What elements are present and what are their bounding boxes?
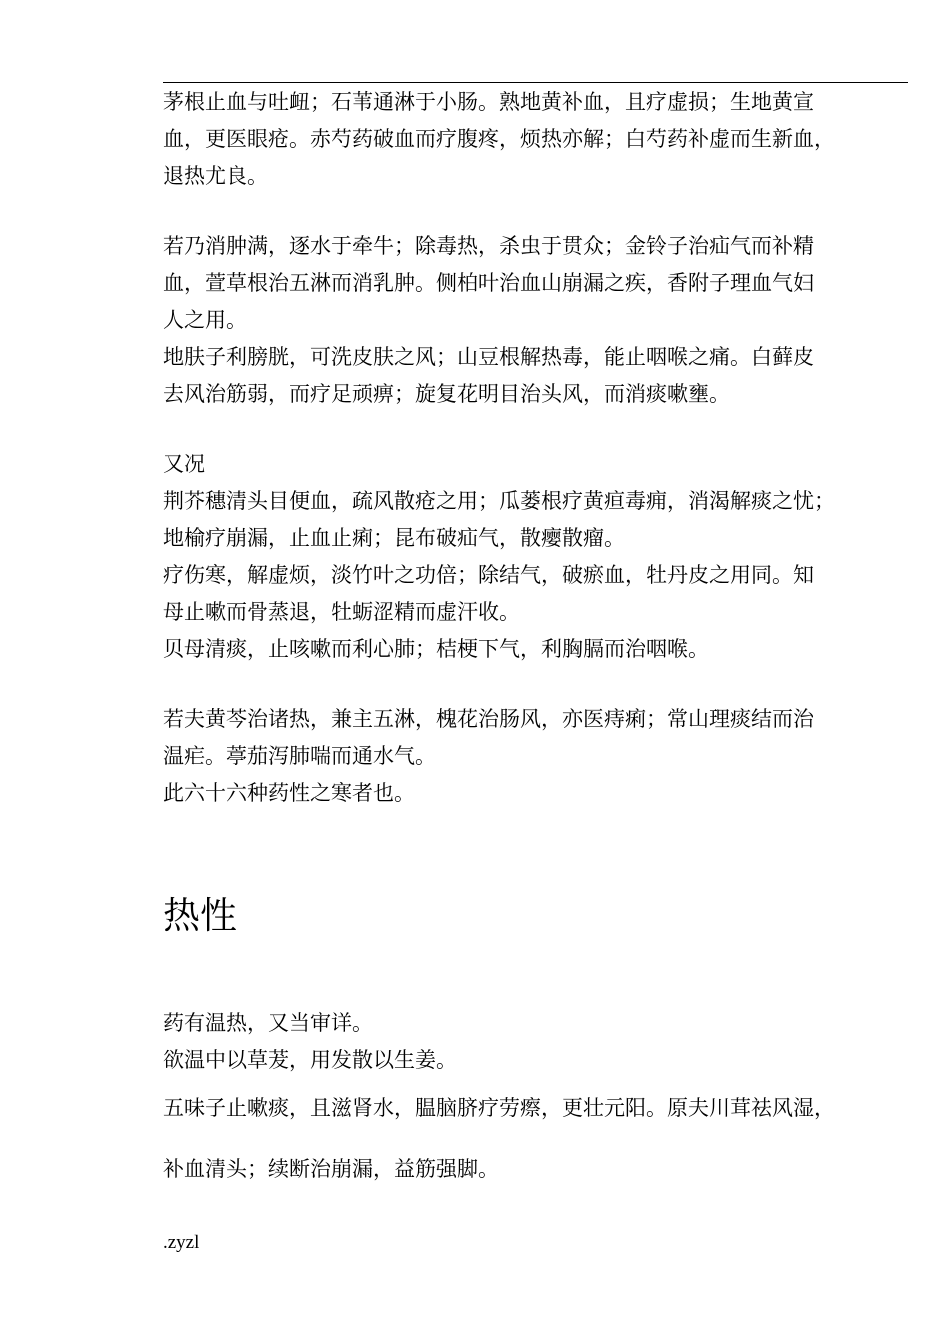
text-line: 此六十六种药性之寒者也。 (163, 781, 415, 805)
text-line: 贝母清痰，止咳嗽而利心肺；桔梗下气，利胸膈而治咽喉。 (163, 637, 709, 661)
text-line: 地肤子利膀胱，可洗皮肤之风；山豆根解热毒，能止咽喉之痛。白藓皮 (163, 345, 814, 369)
text-line: 人之用。 (163, 308, 247, 332)
text-line: 母止嗽而骨蒸退，牡蛎涩精而虚汗收。 (163, 600, 520, 624)
text-line: 血，更医眼疮。赤芍药破血而疗腹疼，烦热亦解；白芍药补虚而生新血， (163, 127, 835, 151)
text-line: 温疟。葶茄泻肺喘而通水气。 (163, 744, 436, 768)
text-line: 欲温中以草茇，用发散以生姜。 (163, 1048, 457, 1072)
text-line: 地榆疗崩漏，止血止痢；昆布破疝气，散瘿散瘤。 (163, 526, 625, 550)
footer-text: .zyzl (163, 1232, 200, 1253)
text-line: 茅根止血与吐衄；石苇通淋于小肠。熟地黄补血，且疗虚损；生地黄宣 (163, 90, 814, 114)
text-line: 补血清头；续断治崩漏，益筋强脚。 (163, 1157, 499, 1181)
text-line: 退热尤良。 (163, 164, 268, 188)
text-line: 去风治筋弱，而疗足顽痹；旋复花明目治头风，而消痰嗽壅。 (163, 382, 730, 406)
top-rule (163, 82, 908, 83)
text-line: 五味子止嗽痰，且滋肾水，腽脑脐疗劳瘵，更壮元阳。原夫川茸祛风湿， (163, 1096, 835, 1120)
text-line: 疗伤寒，解虚烦，淡竹叶之功倍；除结气，破瘀血，牡丹皮之用同。知 (163, 563, 814, 587)
text-line: 荆芥穗清头目便血，疏风散疮之用；瓜蒌根疗黄疸毒痈，消渴解痰之忧； (163, 489, 835, 513)
text-line: 血，萱草根治五淋而消乳肿。侧柏叶治血山崩漏之疾，香附子理血气妇 (163, 271, 814, 295)
text-line: 若乃消肿满，逐水于牵牛；除毒热，杀虫于贯众；金铃子治疝气而补精 (163, 234, 814, 258)
text-line: 又况 (163, 452, 205, 476)
section-heading: 热性 (163, 894, 237, 937)
text-line: 药有温热，又当审详。 (163, 1011, 373, 1035)
page-content (163, 84, 923, 1188)
text-line: 若夫黄芩治诸热，兼主五淋，槐花治肠风，亦医痔痢；常山理痰结而治 (163, 707, 814, 731)
